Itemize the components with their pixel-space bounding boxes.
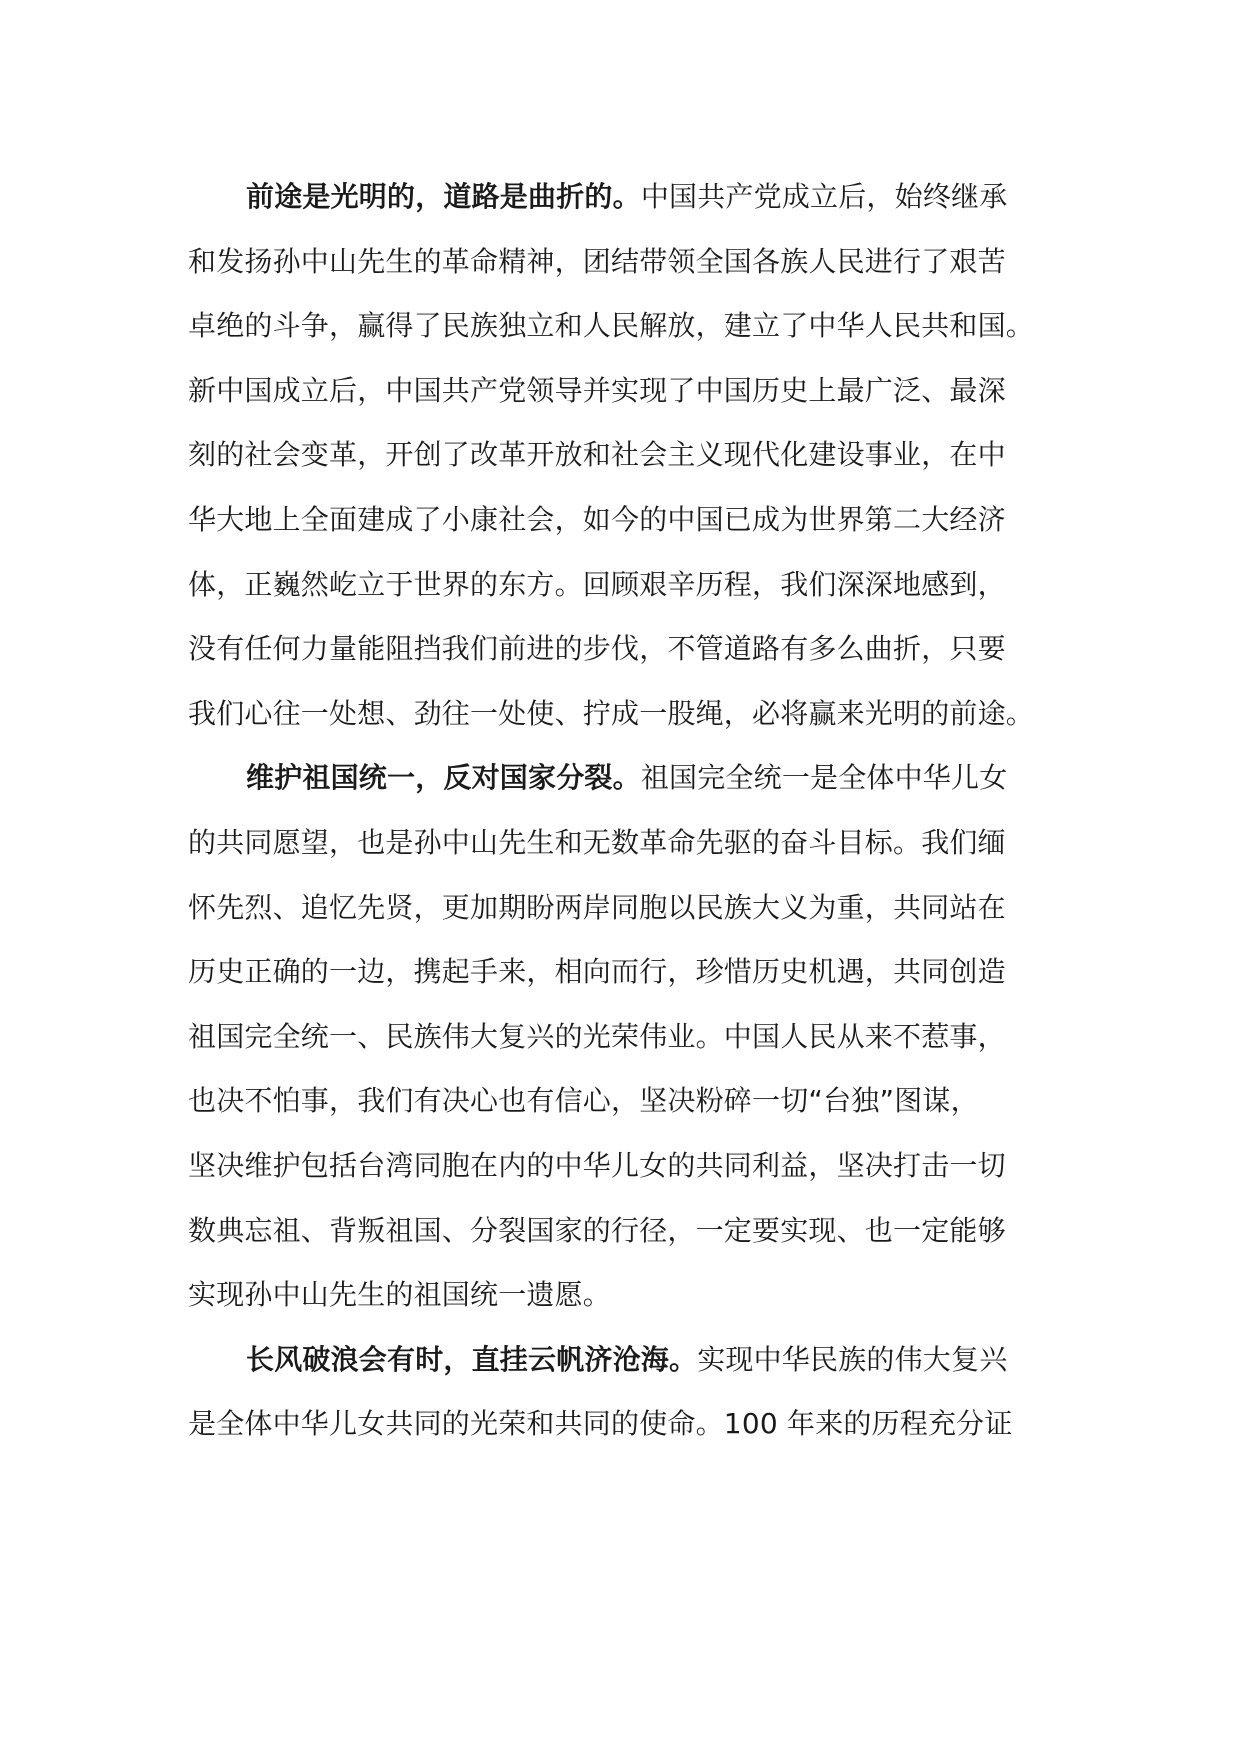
- paragraph-1: [188, 165, 1050, 746]
- paragraph-text: 祖国完全统一是全体中华儿女: [640, 761, 1008, 795]
- paragraph-line: 没有任何力量能阻挡我们前进的步伐，不管道路有多么曲折，只要: [188, 632, 1006, 666]
- paragraph-line: 也决不怕事，我们有决心也有信心，坚决粉碎一切“台独”图谋，: [188, 1084, 979, 1118]
- document-body: [188, 165, 1050, 1457]
- paragraph-line: 是全体中华儿女共同的光荣和共同的使命。100 年来的历程充分证: [188, 1407, 1013, 1441]
- paragraph-line: 新中国成立后，中国共产党领导并实现了中国历史上最广泛、最深: [188, 373, 1006, 407]
- paragraph-line: 怀先烈、追忆先贤，更加期盼两岸同胞以民族大义为重，共同站在: [188, 890, 1006, 924]
- paragraph-first-line: [188, 746, 1050, 811]
- paragraph-line: 刻的社会变革，开创了改革开放和社会主义现代化建设事业，在中: [188, 438, 1006, 472]
- paragraph-lead-sentence: 前途是光明的，道路是曲折的。: [246, 180, 641, 213]
- paragraph-first-line: [188, 165, 1050, 230]
- paragraph-text: 中国共产党成立后，始终继承: [640, 180, 1008, 213]
- paragraph-line: 祖国完全统一、民族伟大复兴的光荣伟业。中国人民从来不惹事，: [188, 1019, 1006, 1053]
- paragraph-line: 的共同愿望，也是孙中山先生和无数革命先驱的奋斗目标。我们缅: [188, 825, 1006, 859]
- paragraph-lead-sentence: 维护祖国统一，反对国家分裂。: [246, 761, 641, 795]
- paragraph-line: 卓绝的斗争，赢得了民族独立和人民解放，建立了中华人民共和国。: [188, 309, 1035, 343]
- paragraph-3: [188, 1328, 1050, 1457]
- paragraph-line: 我们心往一处想、劲往一处使、拧成一股绳，必将赢来光明的前途。: [188, 696, 1035, 730]
- paragraph-line: 历史正确的一边，携起手来，相向而行，珍惜历史机遇，共同创造: [188, 955, 1006, 989]
- paragraph-lead-sentence: 长风破浪会有时，直挂云帆济沧海。: [246, 1342, 698, 1376]
- paragraph-line: 体，正巍然屹立于世界的东方。回顾艰辛历程，我们深深地感到，: [188, 567, 1006, 601]
- paragraph-2: [188, 746, 1050, 1327]
- paragraph-line: 和发扬孙中山先生的革命精神，团结带领全国各族人民进行了艰苦: [188, 244, 1006, 278]
- paragraph-line: 数典忘祖、背叛祖国、分裂国家的行径，一定要实现、也一定能够: [188, 1213, 1006, 1247]
- paragraph-line: 坚决维护包括台湾同胞在内的中华儿女的共同利益，坚决打击一切: [188, 1148, 1006, 1182]
- paragraph-line: 华大地上全面建成了小康社会，如今的中国已成为世界第二大经济: [188, 502, 1006, 536]
- paragraph-first-line: [188, 1328, 1050, 1393]
- paragraph-text: 实现中华民族的伟大复兴: [697, 1342, 1008, 1376]
- paragraph-line: 实现孙中山先生的祖国统一遗愿。: [188, 1278, 612, 1312]
